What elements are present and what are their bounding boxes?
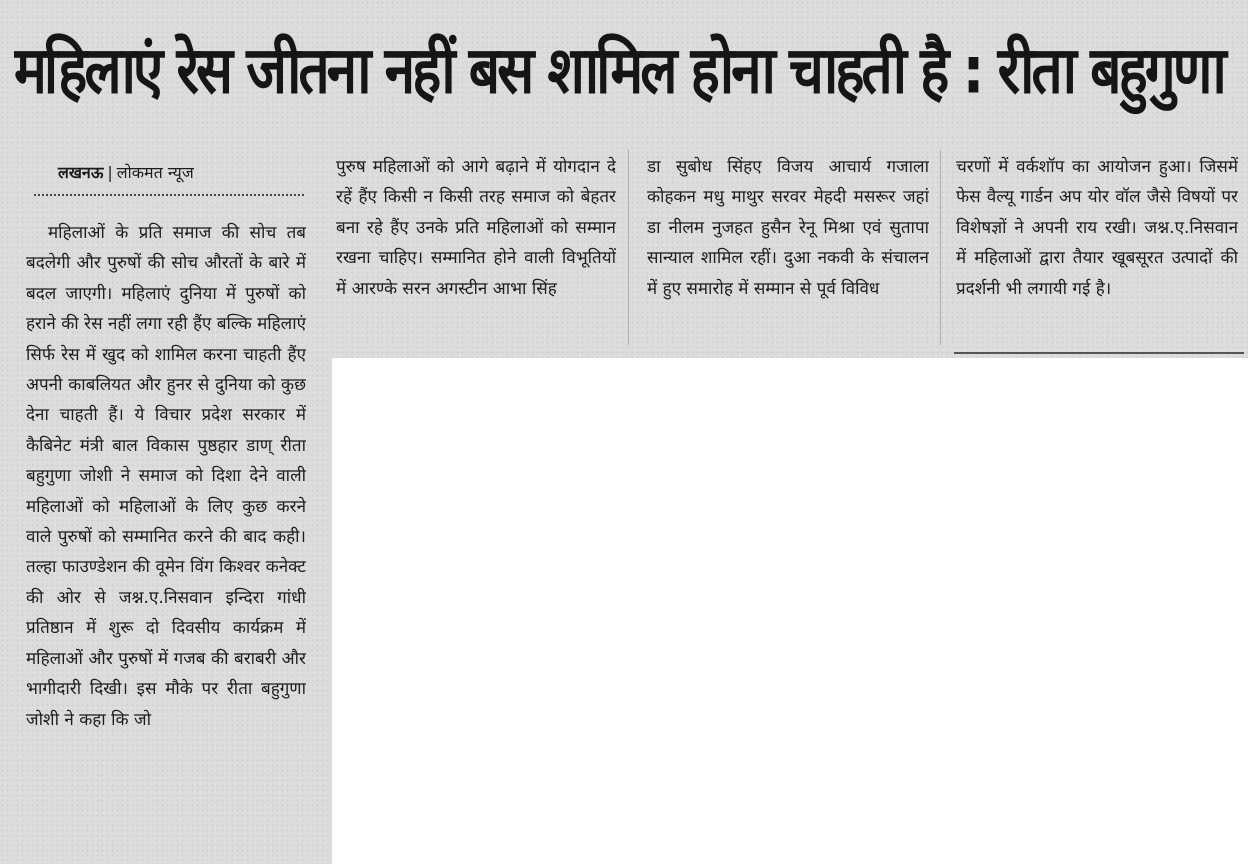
article-dateline (58, 160, 298, 186)
article-column-3 (647, 152, 929, 342)
article-end-rule (954, 352, 1244, 354)
column-4-text: चरणों में वर्कशॉप का आयोजन हुआ। जिसमें फेस वैल्यू गार्डन अप योर वॉल जैसे विषयों पर विशेषज्ञों ने अपनी राय रखी। जश्न.ए.निसवान में महिलाओं द्वारा तैयार खूबसूरत उत्पादों की प्रदर्शनी भी लगायी गई है। (956, 157, 1238, 299)
column-2-text: पुरुष महिलाओं को आगे बढ़ाने में योगदान दे रहें हैंए किसी न किसी तरह समाज को बेहतर बना रहे हैंए उनके प्रति महिलाओं को सम्मान रखना चाहिए। सम्मानित होने वाली विभूतियों में आरण्के सरन अगस्टीन आभा सिंह (336, 157, 616, 299)
dateline-dotted-rule (34, 194, 304, 196)
column-divider (940, 150, 941, 345)
article-column-1 (26, 218, 306, 858)
article-headline: महिलाएं रेस जीतना नहीं बस शामिल होना चाहती है : रीता बहुगुणा (14, 32, 1224, 108)
article-column-2 (336, 152, 616, 342)
dateline-source: लोकमत न्यूज (116, 163, 194, 182)
column-divider (628, 150, 629, 345)
column-3-text: डा सुबोध सिंहए विजय आचार्य गजाला कोहकन मधु माथुर सरवर मेहदी मसरूर जहां डा नीलम नुजहत हुसैन रेनू मिश्रा एवं सुतापा सान्याल शामिल रहीं। दुआ नकवी के संचालन में हुए समारोह में सम्मान से पूर्व विविध (647, 157, 929, 299)
article-column-4 (956, 152, 1238, 342)
dateline-separator: | (107, 163, 113, 182)
column-1-text: महिलाओं के प्रति समाज की सोच तब बदलेगी और पुरुषों की सोच औरतों के बारे में बदल जाएगी। महिलाएं दुनिया में पुरुषों को हराने की रेस नहीं लगा रही हैंए बल्कि महिलाएं सिर्फ रेस में खुद को शामिल करना चाहती हैंए अपनी काबलियत और हुनर से दुनिया को कुछ देना चाहती हैं। ये विचार प्रदेश सरकार में कैबिनेट मंत्री बाल विकास पुष्ठहार डाण् रीता बहुगुणा जोशी ने समाज को दिशा देने वाली महिलाओं को महिलाओं के लिए कुछ करने वाले पुरुषों को सम्मानित करने की बाद कही। तल्हा फाउण्डेशन की वूमेन विंग किश्वर कनेक्ट की ओर से जश्न.ए.निसवान इन्दिरा गांधी प्रतिष्ठान में शुरू दो दिवसीय कार्यक्रम में महिलाओं और पुरुषों में गजब की बराबरी और भागीदारी दिखी। इस मौके पर रीता बहुगुणा जोशी ने कहा कि जो (26, 223, 306, 730)
dateline-place: लखनऊ (58, 163, 104, 182)
